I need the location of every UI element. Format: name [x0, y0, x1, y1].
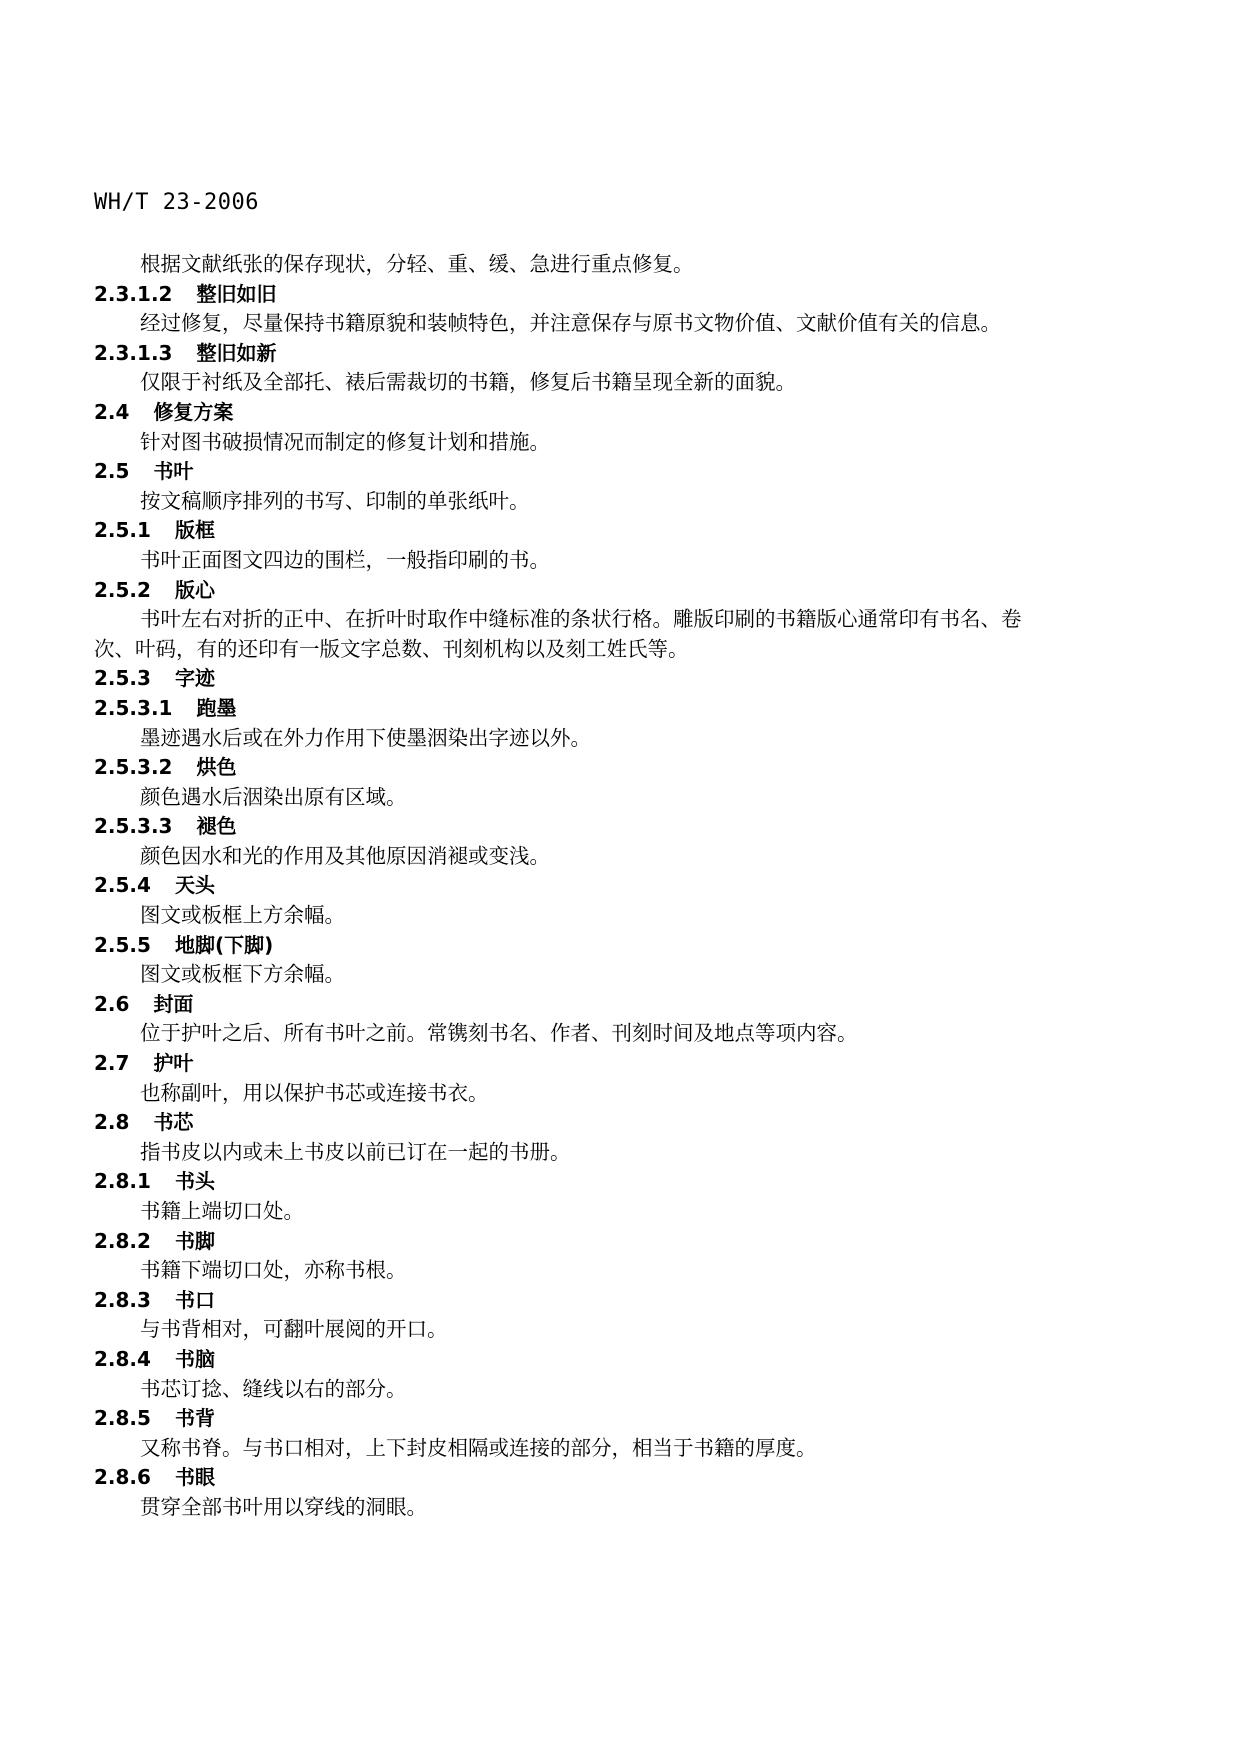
section-number: 2.5.3.1: [94, 695, 173, 720]
paragraph-text: 贯穿全部书叶用以穿线的洞眼。: [140, 1494, 427, 1519]
paragraph-text: 书籍下端切口处，亦称书根。: [140, 1258, 407, 1283]
section-number: 2.4: [94, 399, 130, 424]
section-title: 烘色: [196, 755, 237, 780]
section-title: 字迹: [174, 666, 215, 691]
section-heading: [94, 1108, 1144, 1138]
section-title: 书脑: [174, 1346, 215, 1371]
paragraph-text: 根据文献纸张的保存现状，分轻、重、缓、急进行重点修复。: [140, 252, 694, 276]
section-title: 书背: [174, 1406, 215, 1431]
section-number: 2.8.1: [94, 1169, 151, 1194]
paragraph-text: 图文或板框下方余幅。: [140, 962, 345, 987]
paragraph-text: 书叶左右对折的正中、在折叶时取作中缝标准的条状行格。雕版印刷的书籍版心通常印有书名、卷: [140, 607, 1022, 632]
section-number: 2.3.1.3: [94, 340, 173, 365]
section-number: 2.5.5: [94, 932, 151, 957]
section-heading: [94, 1286, 1144, 1316]
paragraph-text: 位于护叶之后、所有书叶之前。常镌刻书名、作者、刊刻时间及地点等项内容。: [140, 1021, 858, 1046]
section-title: 护叶: [153, 1051, 194, 1076]
section-heading: [94, 280, 1144, 310]
section-number: 2.5: [94, 459, 130, 484]
section-number: 2.5.4: [94, 873, 151, 898]
section-heading: [94, 1227, 1144, 1257]
section-title: 修复方案: [153, 399, 234, 424]
section-title: 地脚(下脚): [174, 932, 274, 957]
section-title: 书叶: [153, 459, 194, 484]
paragraph-text: 指书皮以内或未上书皮以前已订在一起的书册。: [140, 1139, 571, 1164]
section-heading: [94, 516, 1144, 546]
section-title: 整旧如新: [196, 340, 277, 365]
section-title: 书头: [174, 1169, 215, 1194]
paragraph-text: 颜色因水和光的作用及其他原因消褪或变浅。: [140, 843, 550, 868]
section-heading: [94, 1049, 1144, 1079]
section-heading: [94, 1404, 1144, 1434]
section-heading: [94, 1167, 1144, 1197]
section-heading: [94, 339, 1144, 369]
section-title: 跑墨: [196, 695, 237, 720]
paragraph-text: 书籍上端切口处。: [140, 1199, 304, 1223]
section-heading: [94, 931, 1144, 961]
section-heading: [94, 694, 1144, 724]
section-number: 2.5.1: [94, 518, 151, 543]
section-heading: [94, 664, 1144, 694]
section-number: 2.8.4: [94, 1346, 151, 1371]
section-number: 2.5.3.3: [94, 814, 173, 839]
section-title: 书口: [174, 1287, 215, 1312]
paragraph-text: 图文或板框上方余幅。: [140, 903, 345, 928]
document-code: WH/T 23-2006: [94, 190, 259, 215]
section-title: 整旧如旧: [196, 281, 277, 306]
section-heading: [94, 398, 1144, 428]
section-heading: [94, 753, 1144, 783]
section-heading: [94, 457, 1144, 487]
document-body: [94, 250, 1144, 1523]
section-heading: [94, 1345, 1144, 1375]
paragraph-text: 又称书脊。与书口相对，上下封皮相隔或连接的部分，相当于书籍的厚度。: [140, 1435, 817, 1460]
paragraph-continuation: 次、叶码，有的还印有一版文字总数、刊刻机构以及刻工姓氏等。: [94, 636, 689, 661]
section-number: 2.8.6: [94, 1465, 151, 1490]
section-title: 褪色: [196, 814, 237, 839]
section-heading: [94, 1463, 1144, 1493]
section-title: 天头: [174, 873, 215, 898]
section-number: 2.5.3: [94, 666, 151, 691]
paragraph-text: 书叶正面图文四边的围栏，一般指印刷的书。: [140, 547, 550, 572]
section-number: 2.7: [94, 1051, 130, 1076]
section-title: 书芯: [153, 1110, 194, 1135]
section-title: 封面: [153, 991, 194, 1016]
section-number: 2.8.3: [94, 1287, 151, 1312]
paragraph-text: 经过修复，尽量保持书籍原貌和装帧特色，并注意保存与原书文物价值、文献价值有关的信息。: [140, 311, 1001, 336]
paragraph-text: 墨迹遇水后或在外力作用下使墨洇染出字迹以外。: [140, 725, 591, 750]
section-title: 版心: [174, 577, 215, 602]
section-heading: [94, 576, 1144, 606]
paragraph-text: 也称副叶，用以保护书芯或连接书衣。: [140, 1080, 489, 1105]
paragraph-text: 与书背相对，可翻叶展阅的开口。: [140, 1317, 448, 1342]
paragraph-text: 仅限于衬纸及全部托、裱后需裁切的书籍，修复后书籍呈现全新的面貌。: [140, 370, 796, 395]
section-number: 2.8.2: [94, 1228, 151, 1253]
section-title: 版框: [174, 518, 215, 543]
section-number: 2.8: [94, 1110, 130, 1135]
paragraph-text: 按文稿顺序排列的书写、印制的单张纸叶。: [140, 488, 530, 513]
paragraph-text: 书芯订捻、缝线以右的部分。: [140, 1376, 407, 1401]
section-number: 2.6: [94, 991, 130, 1016]
section-title: 书眼: [174, 1465, 215, 1490]
paragraph-text: 颜色遇水后洇染出原有区域。: [140, 784, 407, 809]
section-heading: [94, 871, 1144, 901]
section-heading: [94, 990, 1144, 1020]
section-number: 2.3.1.2: [94, 281, 173, 306]
section-number: 2.5.3.2: [94, 755, 173, 780]
section-number: 2.5.2: [94, 577, 151, 602]
section-heading: [94, 812, 1144, 842]
paragraph-text: 针对图书破损情况而制定的修复计划和措施。: [140, 429, 550, 454]
section-title: 书脚: [174, 1228, 215, 1253]
section-number: 2.8.5: [94, 1406, 151, 1431]
